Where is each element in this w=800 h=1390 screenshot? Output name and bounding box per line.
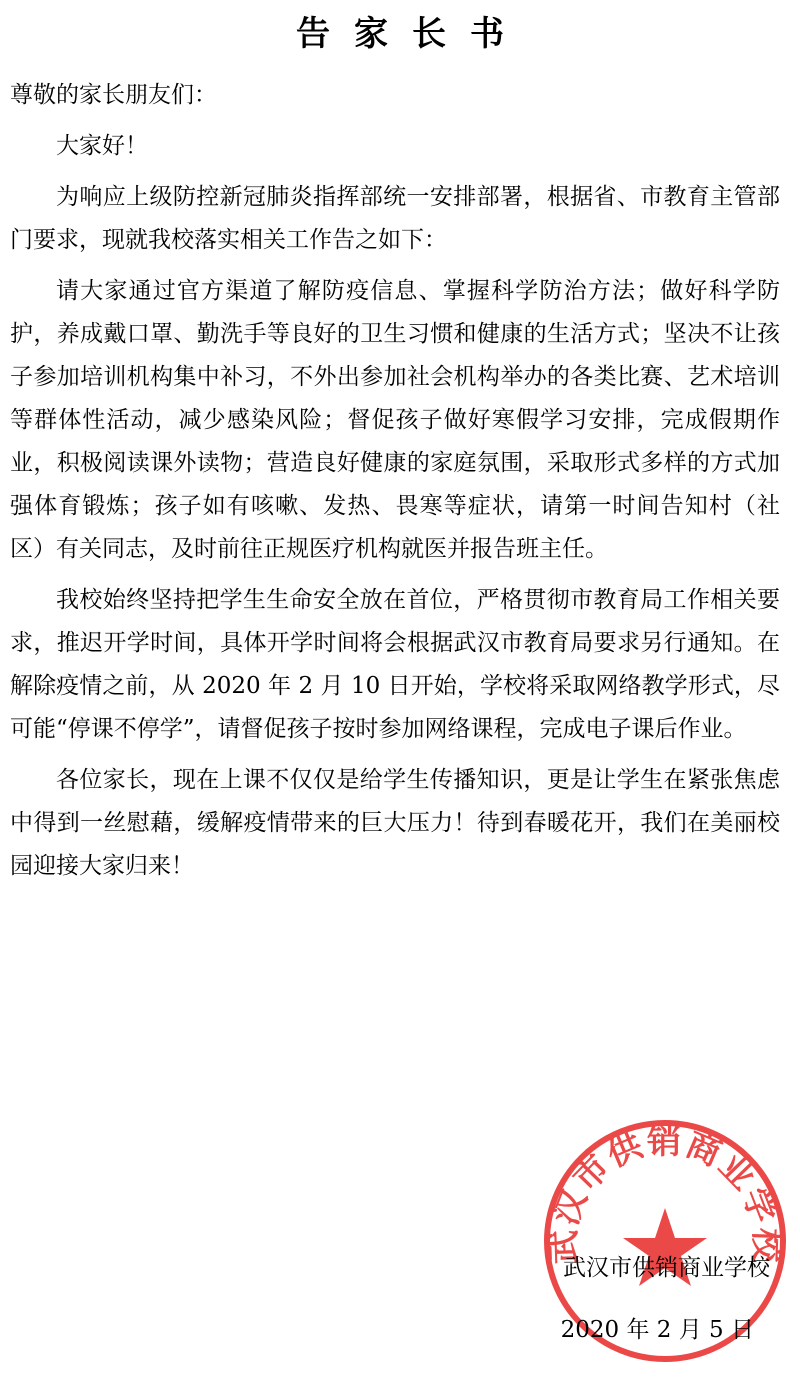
paragraph-intro: 为响应上级防控新冠肺炎指挥部统一安排部署，根据省、市教育主管部门要求，现就我校落实相关工作告之如下： (10, 184, 780, 253)
signature-date: 2020 年 2 月 5 日 (560, 1317, 754, 1343)
salutation: 尊敬的家长朋友们： (10, 82, 217, 108)
signature-school: 武汉市供销商业学校 (563, 1255, 770, 1281)
greeting: 大家好！ (56, 133, 148, 159)
letter-body (10, 74, 780, 896)
paragraph-school-policy: 我校始终坚持把学生生命安全放在首位，严格贯彻市教育局工作相关要求，推迟开学时间，具体开学时间将会根据武汉市教育局要求另行通知。在解除疫情之前，从 2020 年 2 月 10 日开始，学校将采取网络教学形式，尽可能“停课不停学”，请督促孩子按时参加网络课程，完成电子课后作业。 (10, 587, 780, 742)
paragraph-guidance: 请大家通过官方渠道了解防疫信息、掌握科学防治方法；做好科学防护，养成戴口罩、勤洗手等良好的卫生习惯和健康的生活方式；坚决不让孩子参加培训机构集中补习，不外出参加社会机构举办的各类比赛、艺术培训等群体性活动，减少感染风险；督促孩子做好寒假学习安排，完成假期作业，积极阅读课外读物；营造良好健康的家庭氛围，采取形式多样的方式加强体育锻炼；孩子如有咳嗽、发热、畏寒等症状，请第一时间告知村（社区）有关同志，及时前往正规医疗机构就医并报告班主任。 (10, 278, 780, 562)
paragraph-closing: 各位家长，现在上课不仅仅是给学生传播知识，更是让学生在紧张焦虑中得到一丝慰藉，缓解疫情带来的巨大压力！待到春暖花开，我们在美丽校园迎接大家归来！ (10, 767, 780, 879)
seal-arc-text: 武汉市供销商业学校 (543, 1121, 787, 1265)
letter-title: 告家长书 (296, 14, 528, 54)
